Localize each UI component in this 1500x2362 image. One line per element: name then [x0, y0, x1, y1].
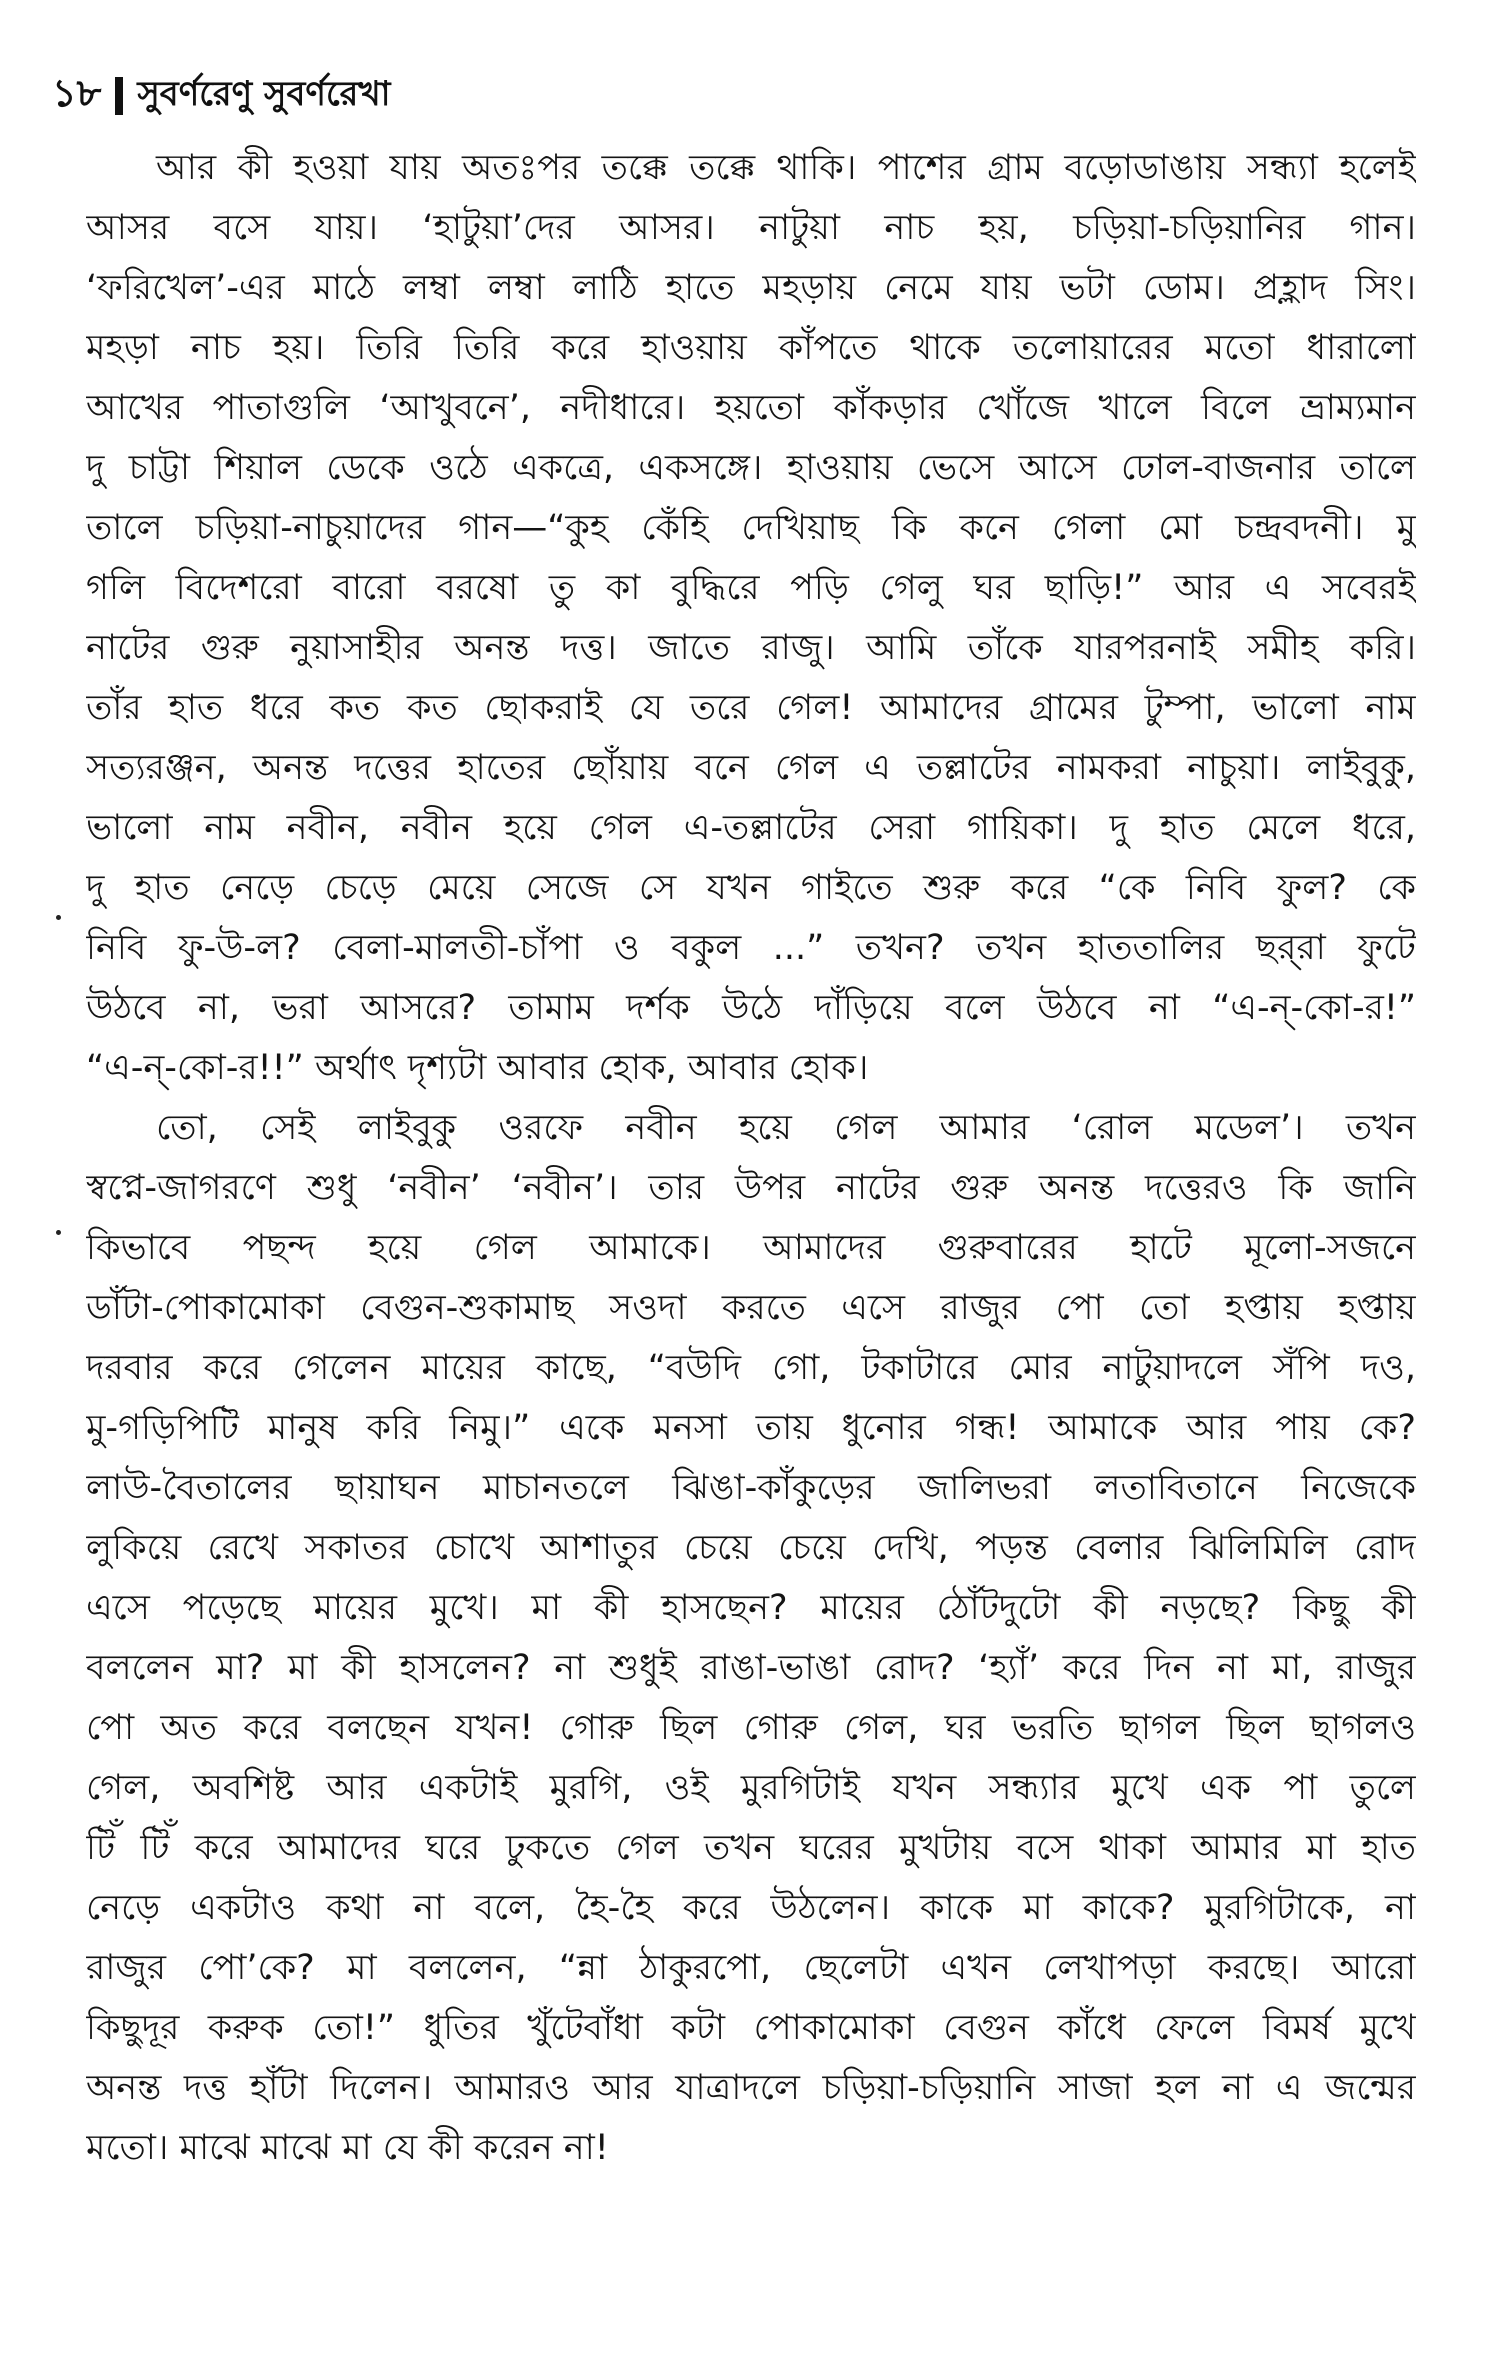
text-line: তাঁর হাত ধরে কত কত ছোকরাই যে তরে গেল! আমাদের গ্রামের টুম্পা, ভালো নাম	[86, 688, 1416, 728]
body-text	[86, 138, 1416, 2178]
text-line: তালে চড়িয়া-নাচুয়াদের গান—“কুহ কেঁহি দেখিয়াছ কি কনে গেলা মো চন্দ্রবদনী। মু	[86, 508, 1416, 548]
text-line: উঠবে না, ভরা আসরে? তামাম দর্শক উঠে দাঁড়িয়ে বলে উঠবে না “এ-ন্‌-কো-র!”	[86, 988, 1416, 1028]
text-line: বললেন মা? মা কী হাসলেন? না শুধুই রাঙা-ভাঙা রোদ? ‘হ্যাঁ’ করে দিন না মা, রাজুর	[86, 1648, 1416, 1688]
text-line: নাটের গুরু নুয়াসাহীর অনন্ত দত্ত। জাতে রাজু। আমি তাঁকে যারপরনাই সমীহ করি।	[86, 628, 1416, 668]
text-line: লাউ-বৈতালের ছায়াঘন মাচানতলে ঝিঙা-কাঁকুড়ের জালিভরা লতাবিতানে নিজেকে	[86, 1468, 1416, 1508]
text-line: এসে পড়েছে মায়ের মুখে। মা কী হাসছেন? মায়ের ঠোঁটদুটো কী নড়ছে? কিছু কী	[86, 1588, 1416, 1628]
text-line: নিবি ফু-উ-ল? বেলা-মালতী-চাঁপা ও বকুল ...” তখন? তখন হাততালির ছর্‌রা ফুটে	[86, 928, 1416, 968]
text-line: নেড়ে একটাও কথা না বলে, হৈ-হৈ করে উঠলেন। কাকে মা কাকে? মুরগিটাকে, না	[86, 1888, 1416, 1928]
text-line: আসর বসে যায়। ‘হাটুয়া’দের আসর। নাটুয়া নাচ হয়, চড়িয়া-চড়িয়ানির গান।	[86, 208, 1416, 248]
text-line: কিছুদূর করুক তো!” ধুতির খুঁটেবাঁধা কটা পোকামোকা বেগুন কাঁধে ফেলে বিমর্ষ মুখে	[86, 2008, 1416, 2048]
text-line: আর কী হওয়া যায় অতঃপর তক্কে তক্কে থাকি। পাশের গ্রাম বড়োডাঙায় সন্ধ্যা হলেই	[156, 148, 1416, 188]
running-header	[52, 66, 391, 126]
header-separator	[115, 77, 123, 115]
text-line: গেল, অবশিষ্ট আর একটাই মুরগি, ওই মুরগিটাই যখন সন্ধ্যার মুখে এক পা তুলে	[86, 1768, 1416, 1808]
text-line: দু চাট্টা শিয়াল ডেকে ওঠে একত্রে, একসঙ্গে। হাওয়ায় ভেসে আসে ঢোল-বাজনার তালে	[86, 448, 1416, 488]
paragraph	[86, 1098, 1416, 2178]
text-line: মতো। মাঝে মাঝে মা যে কী করেন না!	[86, 2128, 609, 2168]
text-line: অনন্ত দত্ত হাঁটা দিলেন। আমারও আর যাত্রাদলে চড়িয়া-চড়িয়ানি সাজা হল না এ জন্মের	[86, 2068, 1416, 2108]
text-line: দু হাত নেড়ে চেড়ে মেয়ে সেজে সে যখন গাইতে শুরু করে “কে নিবি ফুল? কে	[86, 868, 1416, 908]
text-line: তো, সেই লাইবুকু ওরফে নবীন হয়ে গেল আমার ‘রোল মডেল’। তখন	[156, 1108, 1416, 1148]
text-line: মহড়া নাচ হয়। তিরি তিরি করে হাওয়ায় কাঁপতে থাকে তলোয়ারের মতো ধারালো	[86, 328, 1416, 368]
text-line: ডাঁটা-পোকামোকা বেগুন-শুকামাছ সওদা করতে এসে রাজুর পো তো হপ্তায় হপ্তায়	[86, 1288, 1416, 1328]
stray-mark	[56, 1230, 61, 1235]
text-line: ভালো নাম নবীন, নবীন হয়ে গেল এ-তল্লাটের সেরা গায়িকা। দু হাত মেলে ধরে,	[86, 808, 1416, 848]
page-number: ১৮	[52, 71, 102, 115]
text-line: সত্যরঞ্জন, অনন্ত দত্তের হাতের ছোঁয়ায় বনে গেল এ তল্লাটের নামকরা নাচুয়া। লাইবুকু,	[86, 748, 1416, 788]
text-line: কিভাবে পছন্দ হয়ে গেল আমাকে। আমাদের গুরুবারের হাটে মূলো-সজনে	[86, 1228, 1416, 1268]
text-line: ‘ফরিখেল’-এর মাঠে লম্বা লম্বা লাঠি হাতে মহড়ায় নেমে যায় ভটা ডোম। প্রহ্লাদ সিং।	[86, 268, 1416, 308]
text-line: রাজুর পো’কে? মা বললেন, “ন্না ঠাকুরপো, ছেলেটা এখন লেখাপড়া করছে। আরো	[86, 1948, 1416, 1988]
text-line: মু-গড়িপিটি মানুষ করি নিমু।” একে মনসা তায় ধুনোর গন্ধ! আমাকে আর পায় কে?	[86, 1408, 1416, 1448]
text-line: টিঁ টিঁ করে আমাদের ঘরে ঢুকতে গেল তখন ঘরের মুখটায় বসে থাকা আমার মা হাত	[86, 1828, 1416, 1868]
text-line: গলি বিদেশরো বারো বরষো তু কা বুদ্ধিরে পড়ি গেলু ঘর ছাড়ি!” আর এ সবেরই	[86, 568, 1416, 608]
paragraph	[86, 138, 1416, 1098]
text-line: “এ-ন্‌-কো-র!!” অর্থাৎ দৃশ্যটা আবার হোক, আবার হোক।	[86, 1048, 869, 1088]
text-line: লুকিয়ে রেখে সকাতর চোখে আশাতুর চেয়ে চেয়ে দেখি, পড়ন্ত বেলার ঝিলিমিলি রোদ	[86, 1528, 1416, 1568]
text-line: দরবার করে গেলেন মায়ের কাছে, “বউদি গো, টকাটারে মোর নাটুয়াদলে সঁপি দও,	[86, 1348, 1416, 1388]
text-line: পো অত করে বলছেন যখন! গোরু ছিল গোরু গেল, ঘর ভরতি ছাগল ছিল ছাগলও	[86, 1708, 1416, 1748]
stray-mark	[56, 915, 61, 920]
text-line: আখের পাতাগুলি ‘আখুবনে’, নদীধারে। হয়তো কাঁকড়ার খোঁজে খালে বিলে ভ্রাম্যমান	[86, 388, 1416, 428]
book-title: সুবর্ণরেণু সুবর্ণরেখা	[137, 73, 391, 114]
text-line: স্বপ্নে-জাগরণে শুধু ‘নবীন’ ‘নবীন’। তার উপর নাটের গুরু অনন্ত দত্তেরও কি জানি	[86, 1168, 1416, 1208]
